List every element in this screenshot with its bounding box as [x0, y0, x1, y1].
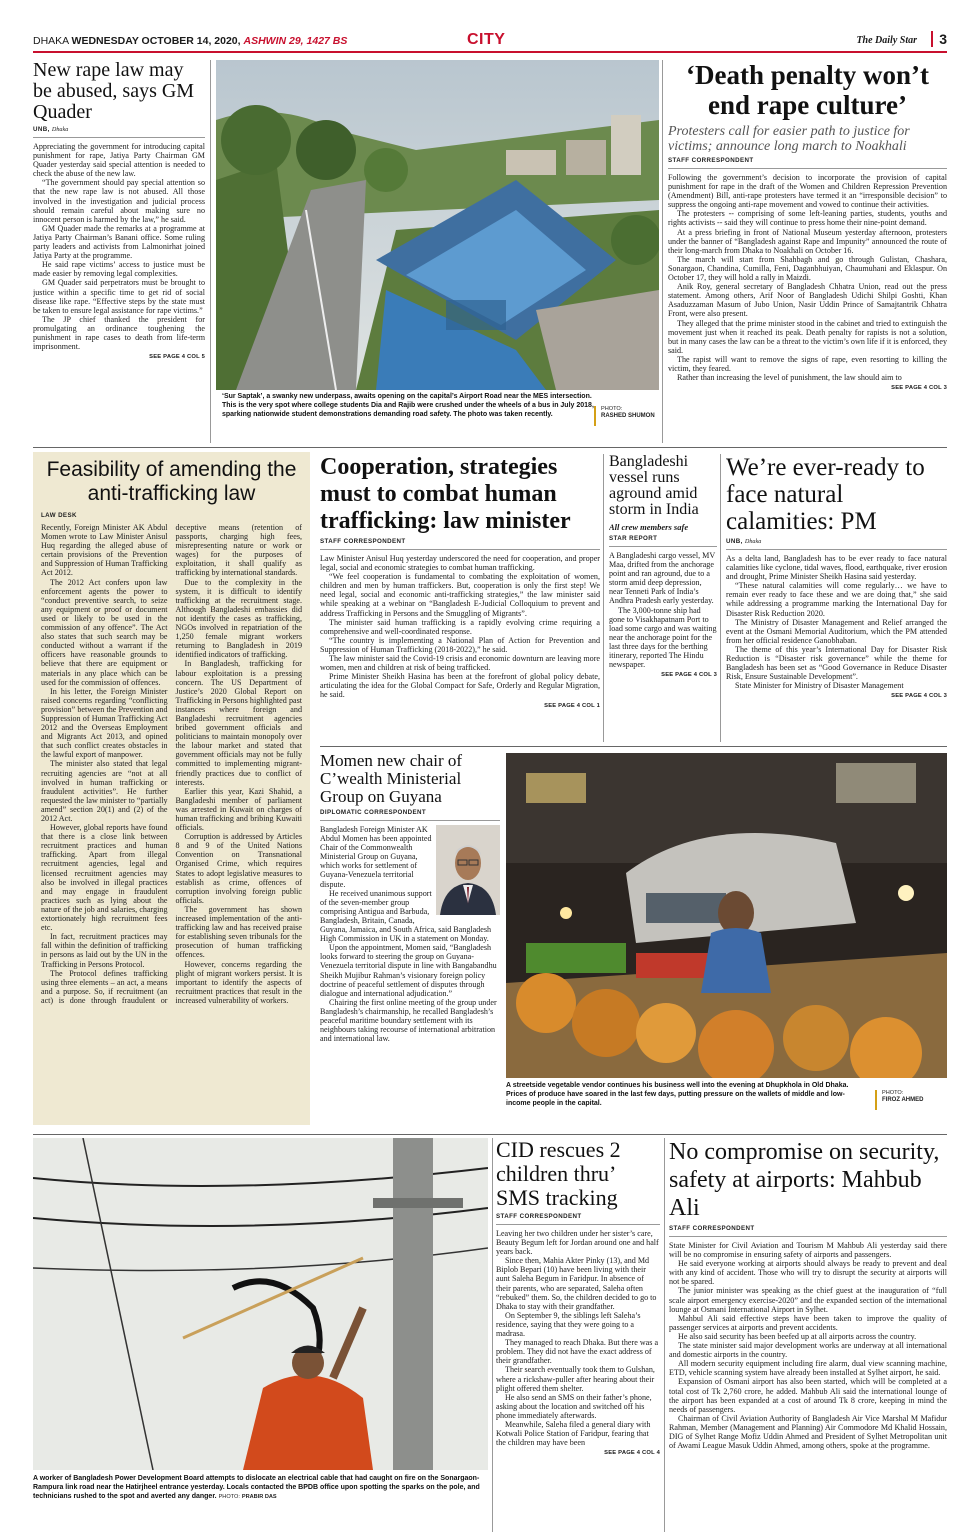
headline: ‘Death penalty won’t end rape culture’ [686, 60, 929, 120]
vegetable-vendor-photo [506, 753, 947, 1078]
byline [33, 126, 205, 133]
continuation-link[interactable]: SEE PAGE 4 COL 3 [891, 385, 947, 392]
story-cooperation [320, 454, 600, 744]
rule [320, 549, 600, 550]
paragraph: Law Minister Anisul Huq yesterday underscored the need for cooperation, and proper legal, social and economic strategies to combat human trafficking. [320, 554, 600, 573]
paragraph: At a press briefing in front of National Museum yesterday afternoon, protesters under the banner of “Bangladesh against Rape and Impunity” announced the route of their long-march from Dhaka to Noakhali on October 16. [668, 227, 947, 255]
credit-label: PHOTO: [218, 1494, 240, 1501]
rule [669, 1236, 947, 1237]
paragraph: Expansion of Osmani airport has also been started, which will be completed at a total cost of Tk 2,760 crore, he added. Mahbub Ali said the international lounge of the airport has been expanded at a cost of around Tk 8 crore, keeping in mind the needs of passengers. [669, 1377, 947, 1414]
paragraph: Since then, Mahia Akter Pinky (13), and Md Biplob Bepari (10) have been living with their aunt Saleha Begum in Faridpur. In absence of their parents, who are separated, Saleha often “rebuked” them. So, the children decided to go to Dhaka to stay with their grandfather. [496, 1256, 657, 1311]
story-rape-law-abused [33, 60, 205, 444]
story-body [669, 1241, 947, 1450]
paragraph: However, concerns regarding the plight of migrant workers persist. It is important to identify the aspects of recruitment practices that result in the increased vulnerability of workers. [175, 959, 302, 1005]
byline: LAW DESK [41, 512, 77, 519]
story-body [496, 1229, 660, 1447]
paragraph: The law minister said the Covid-19 crisis and economic downturn are leaving more women, men and children at risk of being trafficked. [320, 654, 600, 673]
underpass-image [216, 60, 659, 390]
paragraph: The 2012 Act confers upon law enforcement agents the power to “conduct preventive search, to seize any equipment or proof or document used or likely to be used in the commission of any offence”. The Act also states that such search may be conducted without a warrant if the officers have reasonable grounds to believe that there are equipment or materials in any place which can be used for the commission of offences. [41, 577, 168, 687]
section-rule [33, 447, 947, 448]
story-body [41, 523, 302, 1119]
caption-body: A worker of Bangladesh Power Development Board attempts to dislocate an electrical cable that had caught on fire on the Sonargaon-Rampura link road near the Hatirjheel entrance yesterday. Locals contacted the BPDB office upon spotting the sparks on the pole, and technicians rushed to the spot and averted any danger. [33, 1475, 480, 1501]
section-name: CITY [467, 31, 506, 48]
masthead: The Daily Star [856, 35, 917, 46]
paragraph: In his letter, the Foreign Minister raised concerns regarding “conflicting provision” between the Prevention and Suppression of Human Trafficking Act 2012 and the Overseas Employment and Migrants Act 2013, and opined that such conflict creates obstacles in the lawful export of manpower. [41, 686, 168, 760]
subhead: Protesters call for easier path to justice for victims; announce long march to Noakhali [668, 124, 910, 154]
caption-text [33, 1474, 488, 1502]
paragraph: He said rape victims’ access to justice must be made easier by removing legal complexities. [33, 260, 205, 279]
paragraph: The Ministry of Disaster Management and Relief arranged the event at the Osmani Memorial Auditorium, which the PM attended from her official residence Ganobhaban. [726, 617, 947, 645]
continuation-link[interactable]: SEE PAGE 4 COL 1 [544, 702, 600, 709]
paragraph: Due to the complexity in the system, it is difficult to identify trafficking at the recruitment stage. Although Bangladeshi embassies did not identify the cases as trafficking, NGOs involved in repatriation of the 1,250 female migrant workers returning to Bangladesh in 2019 identified indicators of trafficking. [175, 577, 302, 660]
paragraph: The junior minister was speaking as the chief guest at the inauguration of “full scale airport emergency exercise-2020” and the expanded section of the international lounge at Osmani International Airport in Sylhet. [669, 1286, 947, 1314]
paragraph: Rather than increasing the level of punishment, the law should aim to [677, 373, 902, 383]
paragraph: Chairman of Civil Aviation Authority of Bangladesh Air Vice Marshal M Mafidur Rahman, Member (Management and Planning) Air Commodore Md Khalid Hossain, DIG of Sylhet Range Mofiz Uddin Ahmed and President of Sylhet Metropolitan unit of Awami League Masuk Uddin Ahmed, among others, spoke at the programme. [669, 1413, 947, 1451]
story-body [726, 554, 947, 690]
paragraph: On September 9, the siblings left Saleha’s residence, saying that they were going to a madrasa. [496, 1310, 641, 1339]
paragraph: However, global reports have found that there is a close link between recruitment practices and human trafficking. Apart from illegal recruitment agencies, legal and licensed recruitment agencies may also be involved in illegal practices and may engage in fraudulent practices such as lying about the nature of the job and salaries, charging extortionately high recruitment fees etc. [41, 823, 168, 933]
credit-name: FIROZ AHMED [882, 1097, 924, 1103]
headline: New rape law may be abused, says GM Quader [33, 60, 195, 123]
page-number: 3 [931, 31, 947, 47]
paragraph: The protesters -- comprising of some left-leaning parties, students, youths and rights activists -- said they will continue to press home their nine-point demand. [668, 209, 947, 228]
electric-pole-caption [33, 1474, 488, 1534]
paragraph: Anik Roy, general secretary of Bangladesh Chhatra Union, read out the press statement. Among others, Arif Noor of Bangladesh Udichi Shilpi Goshti, Khan Asaduzzaman Masum of Jubo Union, Nasir Uddin Prince of Samajtantrik Chhatra Front, were also present. [668, 282, 947, 319]
paragraph: The march will start from Shahbagh and go through Gulistan, Chashara, Sonargaon, Chandina, Cumilla, Feni, Daganbhuiyan, Chaumuhani and Eklaspur. On October 17, they will hold a rally in Maizdi. [668, 254, 947, 283]
credit-name: RASHED SHUMON [601, 413, 655, 419]
column-rule [210, 60, 211, 443]
column-rule [664, 1138, 665, 1532]
paragraph: In Bangladesh, trafficking for labour exploitation is a pressing concern. The US Department of Justice’s 2020 Global Report on Trafficking in Persons highlighted past instances where foreign and Bangladeshi recruitment agencies bribed government officials and politicians to maintain monopoly over the labour market and stated that government officials may not be fully committed to implementing migrant-friendly practices due to conflict of interests. [175, 659, 302, 787]
headline: Momen new chair of C’wealth Ministerial Group on Guyana [320, 752, 463, 806]
paragraph: The Protocol defines trafficking using three elements – an act, a means and a purpose. So, if recruitment (an act) is done through fraudulent or deceptive means (retention of passports, charging high fees, misrepresenting nature or work or wages) for the purposes of exploitation, it shall qualify as trafficking by international standards. [41, 523, 302, 1005]
story-cid-rescue [496, 1138, 660, 1534]
headline: We’re ever-ready to face natural calamities: PM [726, 454, 925, 535]
paragraph: Earlier this year, Kazi Shahid, a Bangladeshi member of parliament was arrested in Kuwait on charges of human trafficking and bribing Kuwaiti officials. [175, 786, 302, 833]
story-natural-calamities [726, 454, 947, 744]
paragraph: The theme of this year’s International Day for Disaster Risk Reduction is “Disaster risk governance” while the theme for Bangladesh has been set as “Good Governance in Reduce Disaster Risk, Ensure Sustainable Development”. [726, 644, 947, 682]
paragraph: The JP chief thanked the president for promulgating an ordinance toughening the punishment in rape cases to death from life-term imprisonment. [33, 314, 205, 352]
rule [668, 168, 947, 169]
byline [726, 538, 947, 545]
paragraph: GM Quader said perpetrators must be brought to justice within a specific time to get rid of social disease like rape. “Effective steps by the state must be taken to ensure legal assistance for rape victims.” [33, 278, 205, 315]
paragraph: State Minister for Ministry of Disaster Management [735, 681, 904, 691]
paragraph: In fact, recruitment practices may fall within the definition of trafficking in persons as laid out by the UN in the Trafficking in Persons Protocol. [41, 932, 168, 969]
continuation-link[interactable]: SEE PAGE 4 COL 3 [891, 693, 947, 700]
rule [726, 549, 947, 550]
electric-pole-image [33, 1138, 488, 1470]
paragraph: “The government should pay special attention so that the new rape law is not abused. All those involved in the investigation and judicial process should remain careful about making sure no innocent person is harmed by the law,” he said. [33, 178, 205, 224]
dateline-bangla: ASHWIN 29, 1427 BS [243, 35, 348, 47]
paragraph: State Minister for Civil Aviation and Tourism M Mahbub Ali yesterday said there will be no compromise in ensuring safety of airports and passengers. [669, 1241, 947, 1260]
underpass-credit [594, 406, 658, 426]
story-airport-security [669, 1138, 947, 1534]
paragraph: The minister said human trafficking is a rapidly evolving crime requiring a comprehensive and well-coordinated response. [320, 617, 600, 636]
headline: CID rescues 2 children thru’ SMS tracking [496, 1138, 621, 1210]
headline: No compromise on security, safety at airports: Mahbub Ali [669, 1139, 940, 1221]
headline: Feasibility of amending the anti-trafficking law [46, 458, 297, 505]
electric-pole-photo [33, 1138, 488, 1470]
byline-place: Dhaka [51, 126, 69, 133]
story-body [320, 554, 600, 700]
byline: STAFF CORRESPONDENT [496, 1213, 582, 1220]
paragraph: A Bangladeshi cargo vessel, MV Maa, drifted from the anchorage point and ran aground, due to a storm amid deep depression, near Tenneti Park of India’s Andhra Pradesh early yesterday. [609, 551, 716, 606]
paragraph: “The country is implementing a National Plan of Action for Prevention and Suppression of Human Trafficking (2018-2022),” he said. [320, 635, 600, 654]
underpass-photo [216, 60, 659, 390]
caption-text: ‘Sur Saptak’, a swanky new underpass, awaits opening on the capital’s Airport Road near the MES intersection. This is the very spot where college students Dia and Rajib were crushed under the wheels of a bus in July 2018, sparking nationwide student demonstrations demanding road safety. The photo was taken recently. [222, 393, 594, 419]
underpass-caption [222, 392, 594, 442]
byline: STAFF CORRESPONDENT [320, 538, 406, 545]
story-momen-guyana [320, 752, 500, 1134]
story-vessel-aground [609, 454, 717, 744]
paragraph: The state minister said major development works are underway at all international and domestic airports in the country. [669, 1341, 947, 1360]
rule [609, 546, 717, 547]
dateline-city: DHAKA [33, 35, 69, 47]
credit-label: PHOTO: [882, 1090, 904, 1096]
byline-name: UNB, [33, 126, 50, 133]
credit-name: PRABIR DAS [241, 1494, 277, 1501]
vegetable-credit [875, 1090, 947, 1110]
paragraph: As a delta land, Bangladesh has to be ever ready to face natural calamities like cyclone, tidal waves, flood, earthquake, river erosion and drought, Prime Minister Sheikh Hasina said yesterday. [726, 554, 947, 582]
paragraph: Prime Minister Sheikh Hasina has been at the forefront of global policy debate, articulating the idea for the Global Compact for Safe, Orderly and Regular Migration, he said. [320, 672, 600, 700]
paragraph: GM Quader made the remarks at a programme at Jatiya Party Chairman’s Banani office. Some ruling party leaders and activists from Lalmonirhat joined Jatiya Party at the programme. [33, 223, 205, 261]
dateline-date: WEDNESDAY OCTOBER 14, 2020, [71, 35, 241, 47]
byline: STAR REPORT [609, 535, 658, 542]
header-rule [33, 51, 947, 53]
paragraph: He received unanimous support of the seven-member group comprising Antigua and Barbuda, Bangladesh, Britain, Canada, Guyana, Jamaica, and South Africa, said Bangladesh High Commission in UK in a statement on Monday. [320, 888, 492, 944]
paragraph: Recently, Foreign Minister AK Abdul Momen wrote to Law Minister Anisul Huq regarding the alleged abuse of certain provisions of the Prevention and Suppression of Human Trafficking Act 2012. [41, 523, 168, 578]
byline: STAFF CORRESPONDENT [669, 1225, 755, 1232]
continuation-link[interactable]: SEE PAGE 4 COL 4 [604, 1450, 660, 1457]
paragraph: He also said security has been beefed up at all airports across the country. [678, 1331, 917, 1341]
momen-portrait [436, 825, 500, 915]
paragraph: “These natural calamities will come regularly… we have to remain ever ready to face these and we are doing that,” she said while addressing a programme marking the International Day for Disaster Risk Reduction 2020. [726, 581, 947, 618]
continuation-link[interactable]: SEE PAGE 4 COL 5 [149, 354, 205, 361]
story-body [609, 551, 717, 669]
paragraph: Appreciating the government for introducing capital punishment for rape, Jatiya Party Chairman GM Quader yesterday said special attention is needed to check the abuse of the new law. [33, 142, 205, 179]
story-anti-trafficking [33, 452, 310, 1125]
story-body [668, 173, 947, 382]
paragraph: Following the government’s decision to incorporate the provision of capital punishment for rape in the draft of the Women and Children Repression Prevention (Amendment) Bill, anti-rape protesters have termed it an “irresponsible decision” to suppress the ongoing anti-rape movement and vowed to continue their activities. [668, 173, 947, 210]
paragraph: “We feel cooperation is fundamental to combating the exploitation of women, children and men by human traffickers. But, cooperation is only the first step! We need legal, social and economic anti-trafficking strategies,” the law minister said while speaking at a webinar on “Bangladesh E-Judicial Colloquium to prevent and address Trafficking in Persons and the Smuggling of Migrants”. [320, 572, 600, 618]
column-rule [492, 1138, 493, 1532]
rule [496, 1224, 660, 1225]
paragraph: Bangladesh Foreign Minister AK Abdul Momen has been appointed Chair of the Commonwealth Ministerial Group on Guyana, which works for settlement of Guyana-Venezuela territorial dispute. [320, 825, 432, 889]
rule [33, 137, 205, 138]
paragraph: The government has shown increased implementation of the anti-trafficking law and has received praise for establishing seven tribunals for the prosecution of human trafficking offences. [175, 904, 302, 960]
paragraph: They managed to reach Dhaka. But there was a problem. They did not have the exact address of their grandfather. [496, 1338, 659, 1366]
story-body [33, 142, 205, 351]
caption-text: A streetside vegetable vendor continues his business well into the evening at Dhupkhola in Old Dhaka. Prices of produce have soared in the last few days, putting pressure on the wallets of middle and low-income people in the capital. [506, 1082, 849, 1108]
paragraph: Upon the appointment, Momen said, “Bangladesh looks forward to steering the group on Guyana-Venezuela territorial dispute in line with Bangabandhu Sheikh Mujibur Rahman’s visionary foreign policy doctrine of peaceful settlement of disputes through dialogue and international adjudication.” [320, 943, 497, 998]
section-rule [320, 746, 947, 747]
byline: STAFF CORRESPONDENT [668, 157, 754, 164]
paragraph: They alleged that the prime minister stood in the cabinet and tried to extinguish the movement just when it reached its peak. Death penalty for rapists is not a solution, but in many cases the law can be a threat to the victim’s own life if it is enforced, they said. [668, 318, 947, 355]
paragraph: Mahbul Ali said effective steps have been taken to improve the quality of passenger services at airports and prevent accidents. [669, 1313, 947, 1332]
paragraph: He also send an SMS on their father’s phone, asking about the location and switched off his phone immediately afterwards. [496, 1392, 652, 1420]
vegetable-vendor-image [506, 753, 947, 1078]
paragraph: He said everyone working at airports should always be ready to prevent and deal with any kind of accident. Those who will try to disrupt the security at airports will not be spared. [669, 1259, 947, 1287]
paragraph: Leaving her two children under her sister’s care, Beauty Begum left for Jordan around one and half years back. [496, 1229, 659, 1257]
column-rule [603, 454, 604, 742]
paragraph: Corruption is addressed by Articles 8 and 9 of the United Nations Convention on Transnational Organised Crime, which requires States to adopt legislative measures to establish as crime, offences of corruption involving foreign public officials. [175, 832, 302, 905]
dateline [33, 35, 347, 47]
portrait-image [436, 825, 500, 915]
column-rule [720, 454, 721, 742]
vegetable-caption [506, 1081, 868, 1131]
paragraph: The minister also stated that legal recruiting agencies are “not at all involved in human trafficking or fraudulent activities”. He further requested the law minister to “partially amend” section 20(1) and (2) of the 2012 Act. [41, 759, 168, 823]
paragraph: Chairing the first online meeting of the group under Bangladesh’s chairmanship, he recalled Bangladesh’s peaceful maritime boundary settlement with its neighbours taking recourse of international arbitration and international law. [320, 997, 497, 1044]
paragraph: All modern security equipment including fire alarm, dual view scanning machine, ETD, vehicle scanning system have already been installed at Sylhet airport, he said. [669, 1359, 947, 1378]
byline: DIPLOMATIC CORRESPONDENT [320, 809, 427, 816]
subhead: All crew members safe [609, 522, 689, 532]
paragraph: The rapist will want to remove the signs of rape, even resorting to killing the victim, they feared. [668, 354, 947, 373]
rule [320, 820, 500, 821]
headline: Bangladeshi vessel runs aground amid storm in India [609, 454, 699, 518]
continuation-link[interactable]: SEE PAGE 4 COL 3 [661, 672, 717, 679]
headline: Cooperation, strategies must to combat human trafficking: law minister [320, 454, 571, 534]
story-death-penalty [668, 60, 947, 444]
paragraph: Their search eventually took them to Gulshan, where a rickshaw-puller after hearing about their plight offered them shelter. [496, 1365, 655, 1393]
byline-name: UNB, [726, 538, 743, 545]
byline-place: Dhaka [744, 538, 762, 545]
page-header [33, 30, 947, 52]
credit-label: PHOTO: [601, 406, 623, 412]
paragraph: Meanwhile, Saleha filed a general diary with Kotwali Police Station of Faridpur, fearing that the children may have been [496, 1419, 651, 1448]
section-rule [33, 1134, 947, 1135]
column-rule [662, 60, 663, 443]
paragraph: The 3,000-tonne ship had gone to Visakhapatnam Port to load some cargo and was waiting near the anchorage point for the last three days for the berthing itinerary, reported The Hindu newspaper. [609, 605, 717, 670]
